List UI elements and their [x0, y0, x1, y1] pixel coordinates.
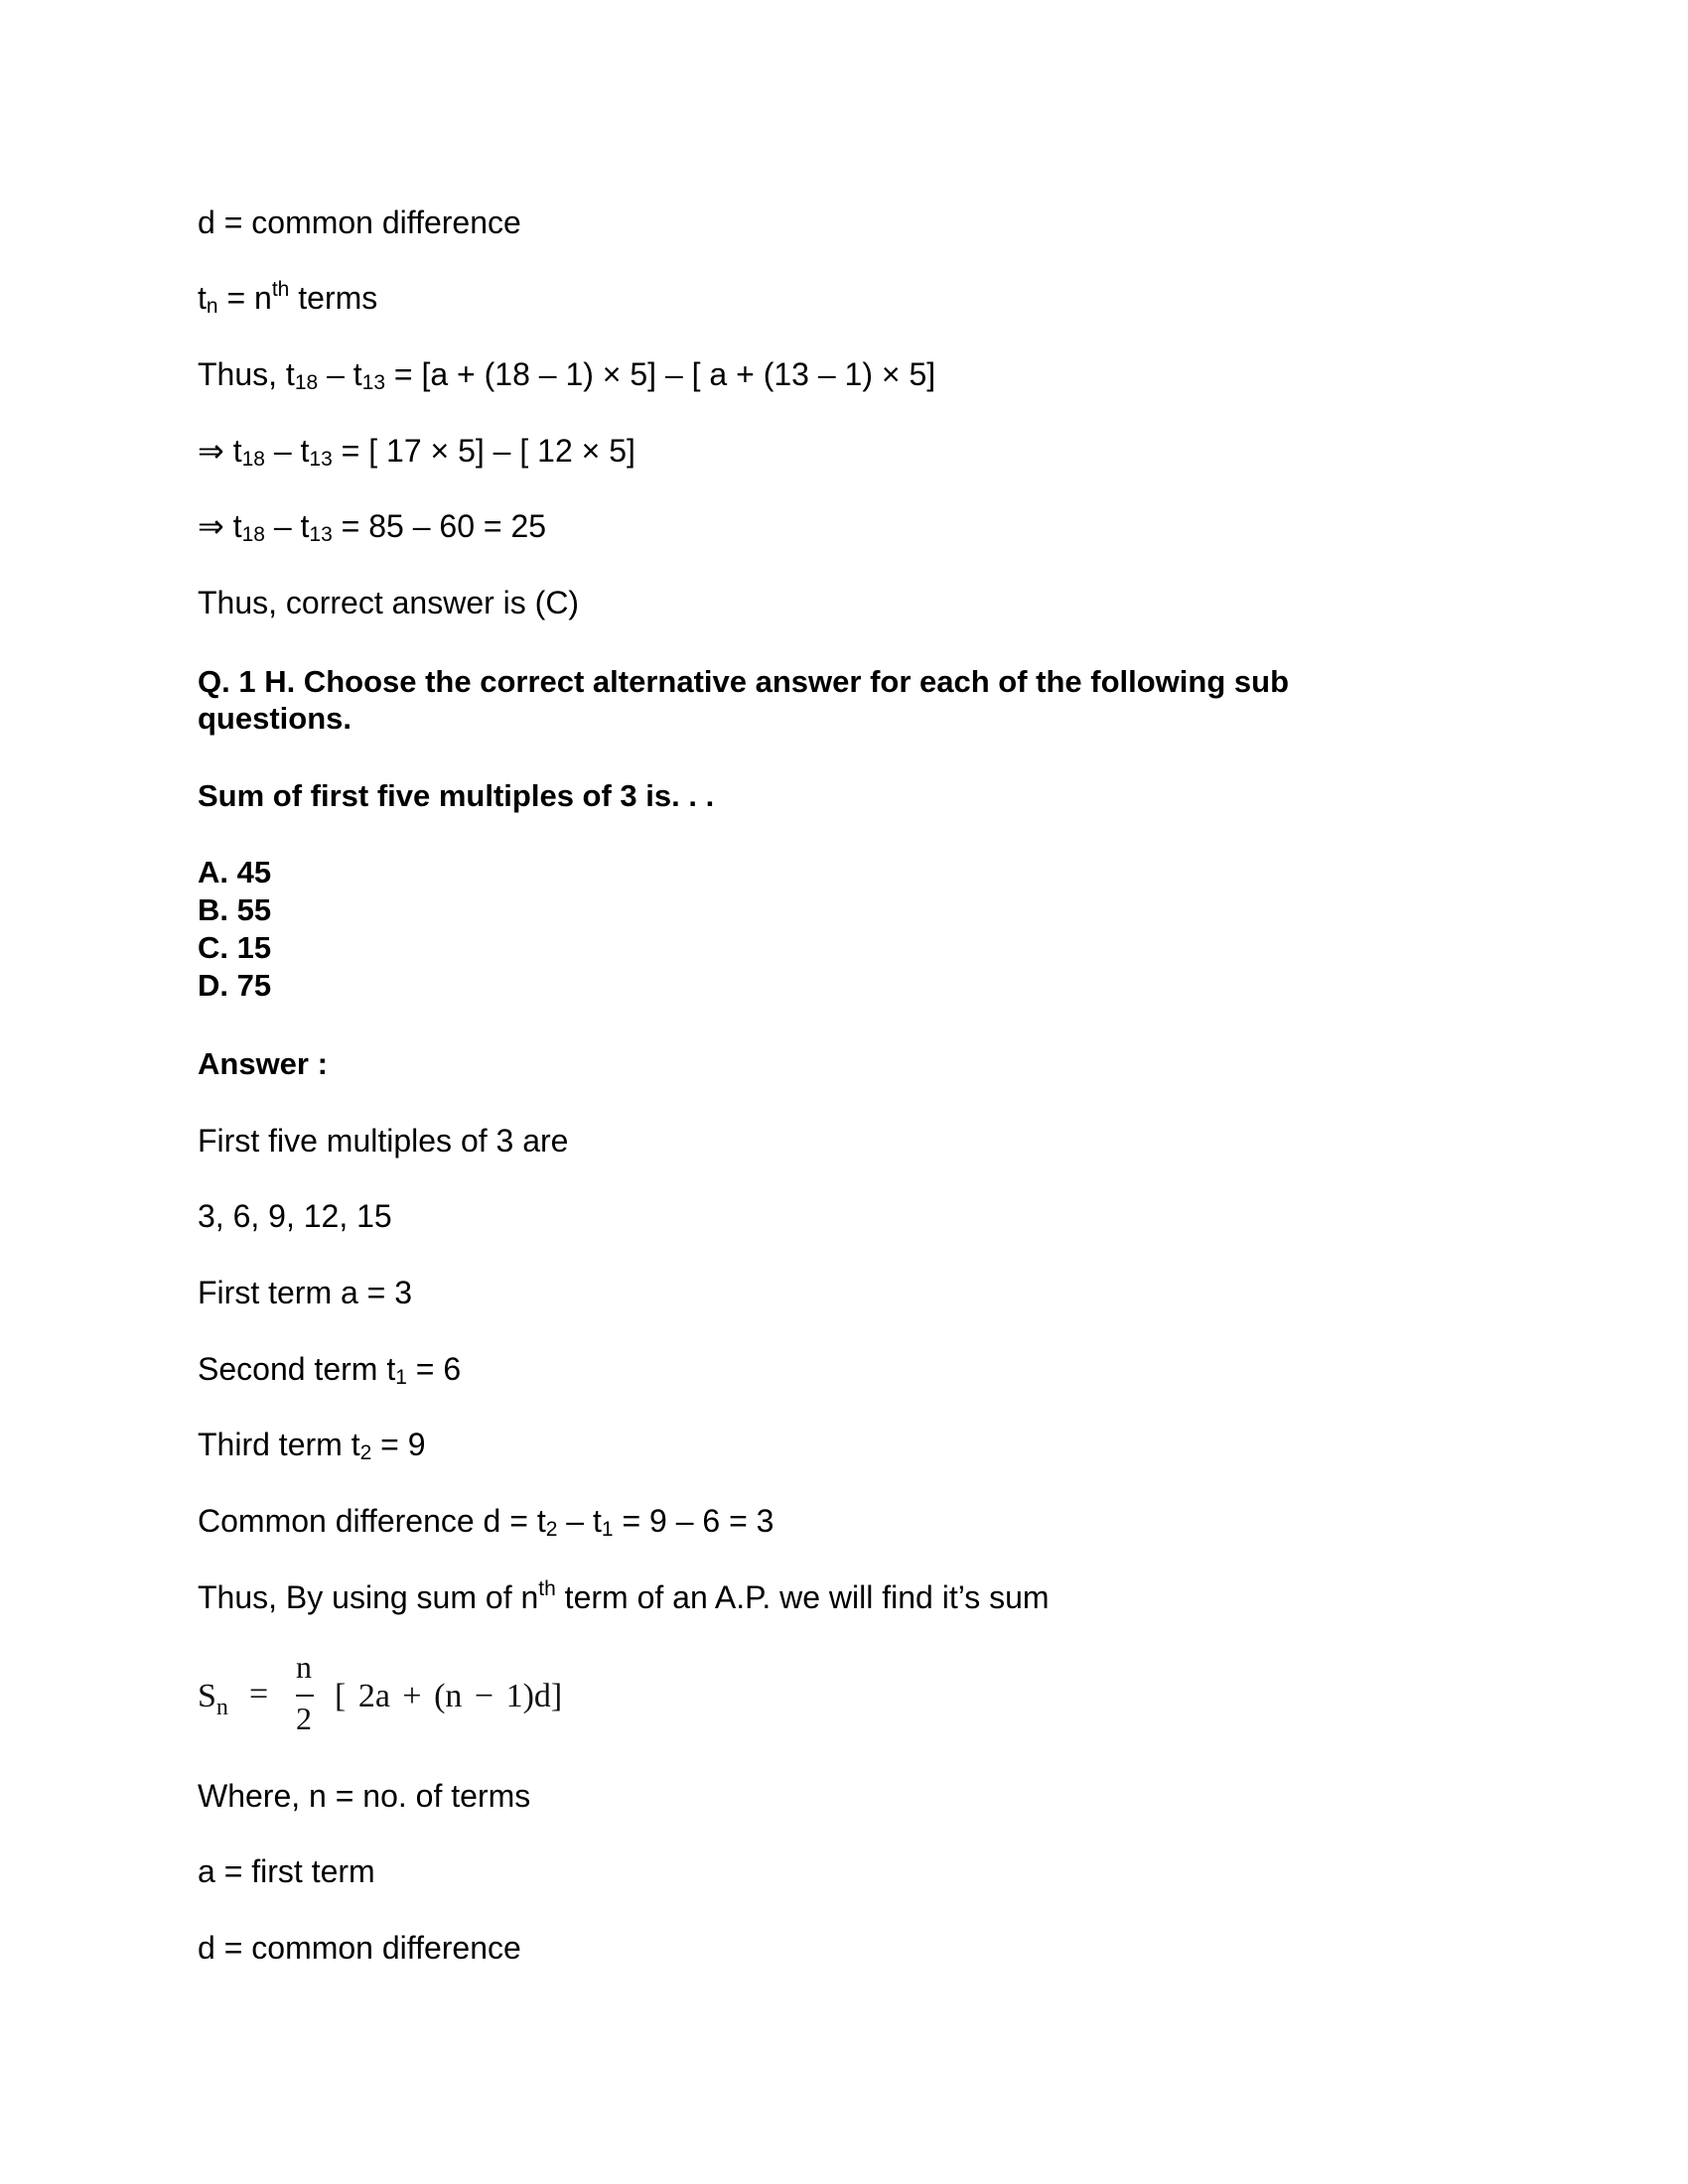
- fraction-bar: [296, 1695, 314, 1697]
- text: Second term t: [198, 1351, 396, 1387]
- where-line: Where, n = no. of terms: [198, 1778, 531, 1814]
- subscript: 1: [395, 1366, 407, 1389]
- answer-line-4: [198, 1350, 461, 1388]
- answer-heading: Answer :: [198, 1046, 328, 1081]
- formula-lhs: [198, 1678, 228, 1720]
- answer-line-6: [198, 1502, 774, 1540]
- text: = 9: [371, 1427, 426, 1462]
- question-heading-line-1: Q. 1 H. Choose the correct alternative answer for each of the following sub: [198, 664, 1290, 699]
- text: Thus, By using sum of n: [198, 1579, 539, 1615]
- answer-line-2: 3, 6, 9, 12, 15: [198, 1198, 392, 1234]
- text: ⇒ t: [198, 508, 242, 544]
- text: = 85 – 60 = 25: [332, 508, 547, 544]
- text: term of an A.P. we will find it’s sum: [555, 1579, 1050, 1615]
- text: – t: [264, 508, 310, 544]
- answer-line-3: First term a = 3: [198, 1275, 413, 1310]
- formula-denominator: 2: [296, 1701, 312, 1736]
- formula-equals: =: [249, 1676, 269, 1712]
- text: = [ 17 × 5] – [ 12 × 5]: [332, 433, 635, 469]
- text: – t: [264, 433, 310, 469]
- formula-numerator: n: [296, 1649, 312, 1685]
- subscript: 18: [241, 448, 265, 471]
- subscript: 13: [361, 371, 385, 394]
- subscript: 13: [309, 448, 333, 471]
- subscript: n: [206, 295, 218, 318]
- text: = 9 – 6 = 3: [613, 1503, 774, 1539]
- question-prompt: Sum of first five multiples of 3 is. . .: [198, 778, 715, 813]
- text: Thus, t: [198, 356, 295, 392]
- text: Third term t: [198, 1427, 360, 1462]
- answer-line-1: First five multiples of 3 are: [198, 1123, 569, 1159]
- subscript: 18: [294, 371, 319, 394]
- definition-d: d = common difference: [198, 205, 521, 240]
- answer-line-5: [198, 1426, 426, 1463]
- superscript: th: [538, 1577, 556, 1600]
- text: Common difference d = t: [198, 1503, 546, 1539]
- subscript: 18: [241, 523, 265, 546]
- text: t: [198, 280, 207, 316]
- equation-line-2: [198, 432, 635, 470]
- question-heading-line-2: questions.: [198, 701, 352, 736]
- answer-line-7: [198, 1578, 1050, 1616]
- equation-line-1: [198, 355, 935, 393]
- option-b: B. 55: [198, 892, 272, 927]
- text: = [a + (18 – 1) × 5] – [ a + (13 – 1) × 5]: [385, 356, 936, 392]
- definition-a: a = first term: [198, 1853, 375, 1889]
- option-d: D. 75: [198, 968, 272, 1003]
- definition-d-bottom: d = common difference: [198, 1930, 521, 1966]
- text: – t: [557, 1503, 602, 1539]
- subscript: 1: [601, 1518, 614, 1541]
- text: ⇒ t: [198, 433, 242, 469]
- formula-rhs: [ 2a + (n − 1)d]: [335, 1678, 563, 1714]
- text: = 6: [406, 1351, 462, 1387]
- text: = n: [217, 280, 272, 316]
- formula-lhs-subscript: n: [215, 1695, 228, 1720]
- formula-fraction: [295, 1649, 317, 1737]
- subscript: 2: [545, 1518, 558, 1541]
- conclusion-line: Thus, correct answer is (C): [198, 585, 580, 620]
- superscript: th: [271, 278, 290, 301]
- text: terms: [289, 280, 378, 316]
- subscript: 13: [309, 523, 333, 546]
- definition-tn: [198, 279, 377, 317]
- option-a: A. 45: [198, 855, 272, 889]
- option-c: C. 15: [198, 930, 272, 965]
- text: – t: [318, 356, 362, 392]
- formula-s: S: [198, 1678, 216, 1714]
- subscript: 2: [359, 1441, 372, 1464]
- equation-line-3: [198, 507, 546, 545]
